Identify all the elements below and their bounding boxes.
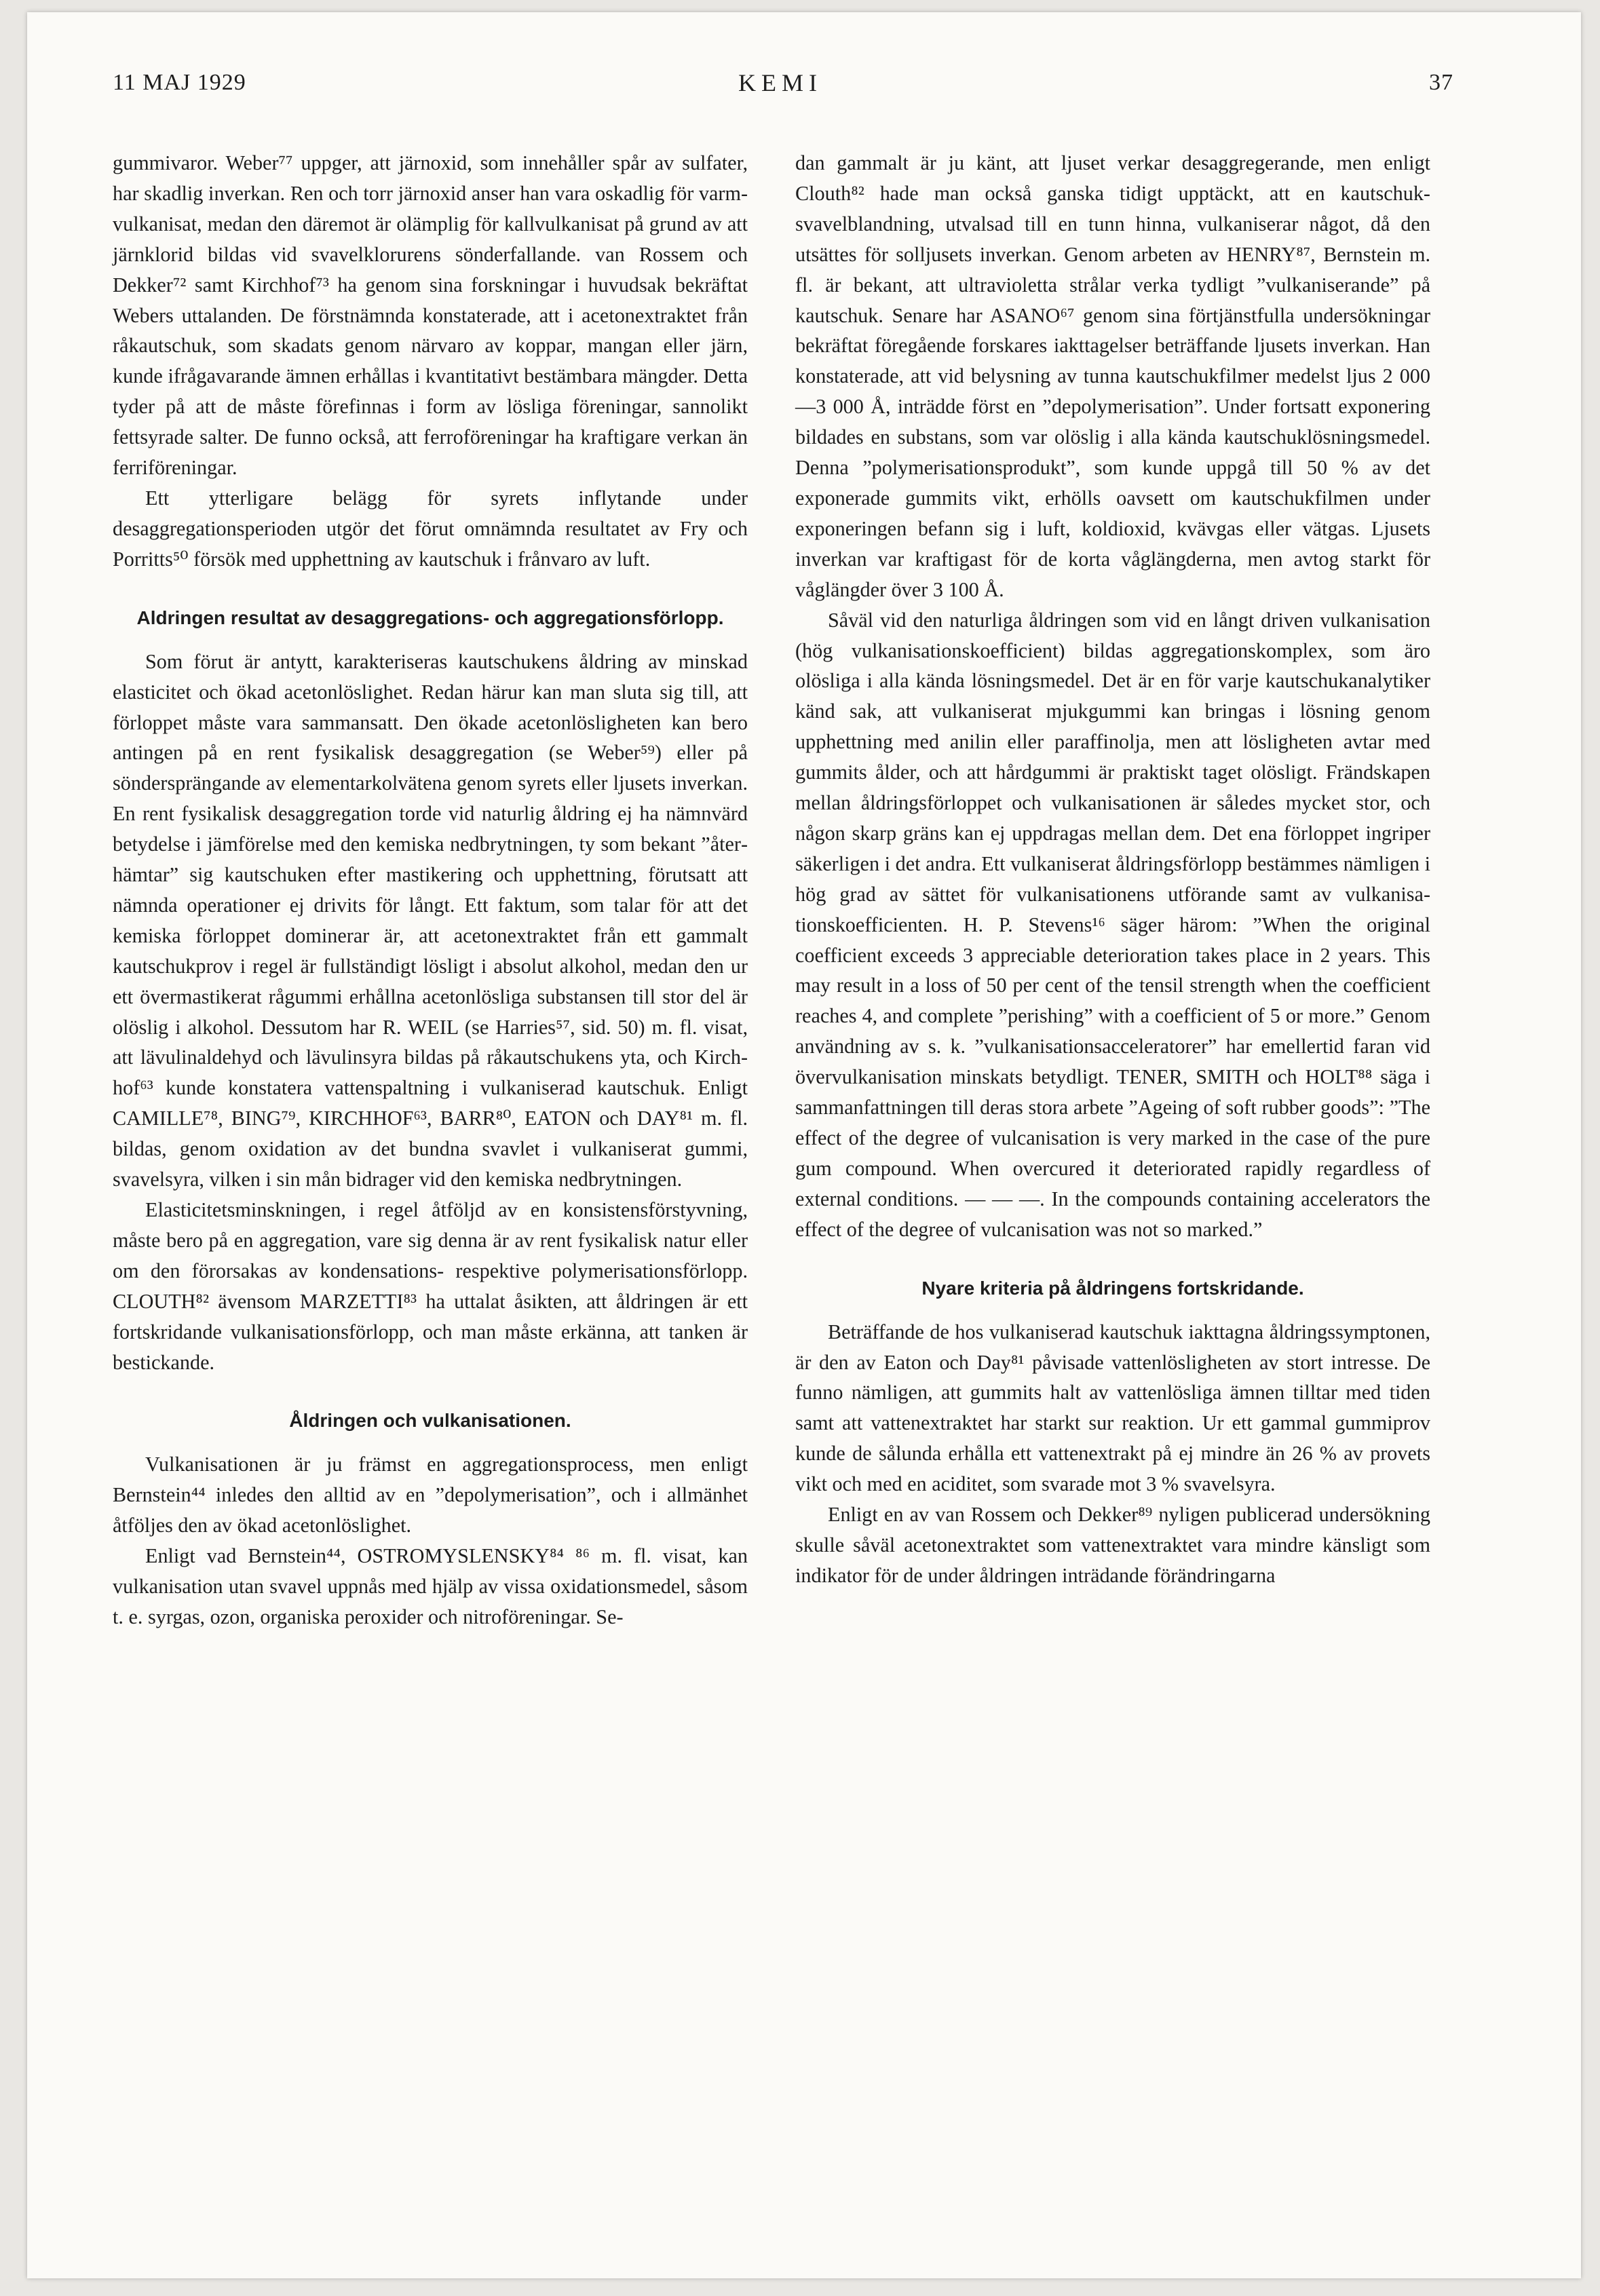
section-heading: Åldringen och vulkanisationen. (289, 1410, 571, 1432)
header-date: 11 MAJ 1929 (113, 70, 246, 95)
paragraph: Enligt vad Bernstein⁴⁴, OSTROMYSLENSKY⁸⁴ ⁸⁶ m. fl. visat, kan vulkanisation utan svavel uppnås med hjälp av vissa oxidationsmedel, såsom t. e. syrgas, ozon, organiska peroxider och nitroföreningar. Se- (113, 1544, 748, 1628)
journal-page (27, 12, 1581, 2278)
journal-title: KEMI (738, 69, 822, 96)
paragraph: Vulkanisationen är ju främst en aggregationsprocess, men enligt Bernstein⁴⁴ inledes den alltid av en ”depolymerisation”, och i allmänhet åtföljes den av ökad acetonlöslighet. (113, 1453, 748, 1537)
paragraph: Elasticitetsminskningen, i regel åtföljd av en konsistensförstyvning, måste bero på en aggregation, vare sig denna är av rent fysikalisk natur eller om den förorsakas av kondensations- respektive polymerisationsförlopp. CLOUTH⁸² ävensom MARZETTI⁸³ ha uttalat åsikten, att åldringen är ett fortskridande vulkanisationsförlopp, och man måste erkänna, att tanken är bestickande. (113, 1198, 748, 1374)
page-number: 37 (1429, 70, 1453, 95)
right-column (795, 148, 1430, 1591)
paragraph: Ett ytterligare belägg för syrets inflytande under desaggregationsperioden utgör det förut omnämnda resultatet av Fry och Porritts⁵⁰ försök med upphettning av kautschuk i frånvaro av luft. (113, 486, 748, 571)
paragraph: gummivaror. Weber⁷⁷ uppger, att järnoxid, som innehåller spår av sulfater, har skadlig inverkan. Ren och torr järnoxid anser han vara oskadlig för varmvulkanisat, medan den däremot är olämplig för kallvulkanisat på grund av att järnklorid bildas vid svavelklorurens sönderfallande. van Rossem och Dekker⁷² samt Kirchhof⁷³ ha genom sina forskningar i huvudsak bekräftat Webers uttalanden. De förstnämnda konstaterade, att i acetonextraktet från råkautschuk, som skadats genom närvaro av koppar, mangan eller järn, kunde ifrågavarande ämnen erhållas i kvantitativt bestämbara mängder. Detta tyder på att de måste förefinnas i form av lösliga föreningar, sannolikt fettsyrade salter. De funno också, att ferroföreningar ha kraftigare verkan än ferriföreningar. (113, 151, 748, 480)
paragraph: dan gammalt är ju känt, att ljuset verkar desaggregerande, men enligt Clouth⁸² hade man också ganska tidigt upptäckt, att en kautschuk-svavelblandning, utvalsad till en tunn hinna, vulkaniserar något, då den utsättes för solljusets inverkan. Genom arbeten av HENRY⁸⁷, Bernstein m. fl. är bekant, att ultravioletta strålar verka tydligt ”vulkaniserande” på kautschuk. Senare har ASANO⁶⁷ genom sina förtjänstfulla undersökningar bekräftat föregående forskares iakttagelser beträffande ljusets inverkan. Han konstaterade, att vid belysning av tunna kautschukfilmer medelst ljus 2 000—3 000 Å, inträdde först en ”depolymerisation”. Under fortsatt exponering bildades en substans, som var olöslig i alla kända kautschuklösningsmedel. Denna ”polymerisationsprodukt”, som kunde uppgå till 50 % av det exponerade gummits vikt, erhölls oavsett om kautschukfilmen under exponeringen befann sig i luft, koldioxid, kvävgas eller vätgas. Ljusets inverkan var kraftigast för de korta våglängderna, men avtog starkt för våglängder över 3 100 Å. (795, 151, 1430, 601)
paragraph: Som förut är antytt, karakteriseras kautschukens åldring av minskad elasticitet och ökad acetonlöslighet. Redan härur kan man sluta sig till, att förloppet måste vara sammansatt. Den ökade acetonlösligheten kan bero antingen på en rent fysikalisk desaggregation (se Weber⁵⁹) eller på söndersprängande av elementarkolvätena genom syrets eller ljusets inverkan. En rent fysikalisk desaggregation torde vid naturlig åldring ej ha nämnvärd betydelse i jämförelse med den kemiska nedbrytningen, ty som bekant ”återhämtar” sig kautschuken efter mastikering och upphettning, förutsatt att nämnda operationer ej drivits för långt. Ett faktum, som talar för att det kemiska förloppet dominerar är, att acetonextraktet från ett gammalt kautschukprov i regel är fullständigt lösligt i absolut alkohol, medan den ur ett övermastikerat rågummi erhållna acetonlösliga substansen till stor del är olöslig i alkohol. Dessutom har R. WEIL (se Harries⁵⁷, sid. 50) m. fl. visat, att lävulinaldehyd och lävulinsyra bildas på råkautschukens yta, och Kirchhof⁶³ kunde konstatera vattenspaltning i vulkaniserad kautschuk. Enligt CAMILLE⁷⁸, BING⁷⁹, KIRCHHOF⁶³, BARR⁸⁰, EATON och DAY⁸¹ m. fl. bildas, genom oxidation av det bundna svavlet i vulkaniserat gummi, svavelsyra, vilken i sin mån bidrager vid den kemiska nedbrytningen. (113, 649, 748, 1191)
paragraph: Såväl vid den naturliga åldringen som vid en långt driven vulkanisation (hög vulkanisationskoefficient) bildas aggregationskomplex, som äro olösliga i alla kända lösningsmedel. Det är en för varje kautschukanalytiker känd sak, att vulkaniserat mjukgummi kan bringas i lösning genom upphettning med anilin eller paraffinolja, men att lösligheten avtar med gummits ålder, och att hårdgummi är praktiskt taget olösligt. Frändskapen mellan åldringsförloppet och vulkanisationen är således mycket stor, och någon skarp gräns kan ej uppdragas mellan dem. Det ena förloppet ingriper säkerligen i det andra. Ett vulkaniserat åldringsförlopp bestämmes nämligen i hög grad av sättet för vulkanisationens utförande samt av vulkanisationskoefficienten. H. P. Stevens¹⁶ säger härom: ”When the original coefficient exceeds 3 appreciable deterioration takes place in 2 years. This may result in a loss of 50 per cent of the tensil strength when the coefficient reaches 4, and complete ”perishing” with a coefficient of 5 or more.” Genom användning av s. k. ”vulkanisationsacceleratorer” har emellertid faran vid övervulkanisation minskats betydligt. TENER, SMITH och HOLT⁸⁸ säga i sammanfattningen till deras stora arbete ”Ageing of soft rubber goods”: ”The effect of the degree of vulcanisation is very marked in the case of the pure gum compound. When overcured it deteriorated rapidly regardless of external conditions. — — —. In the compounds containing accelerators the effect of the degree of vulcanisation was not so marked.” (795, 608, 1430, 1241)
paragraph: Beträffande de hos vulkaniserad kautschuk iakttagna åldringssymptonen, är den av Eaton och Day⁸¹ påvisade vattenlösligheten av stort intresse. De funno nämligen, att gummits halt av vattenlösliga ämnen tilltar med tiden samt att vattenextraktet har starkt sur reaktion. Ur ett gammal gummiprov kunde de sålunda erhålla ett vattenextrakt på ej mindre än 26 % av provets vikt och med en aciditet, som svarade mot 3 % svavelsyra. (795, 1320, 1430, 1496)
paragraph: Enligt en av van Rossem och Dekker⁸⁹ nyligen publicerad undersökning skulle såväl acetonextraktet som vattenextraktet vara mindre känsligt som indikator för de under åldringen inträdande förändringarna (795, 1503, 1430, 1587)
left-column (113, 148, 748, 1632)
section-heading: Nyare kriteria på åldringens fortskridande. (921, 1277, 1304, 1299)
section-heading: Aldringen resultat av desaggregations- och aggregationsförlopp. (136, 607, 724, 628)
